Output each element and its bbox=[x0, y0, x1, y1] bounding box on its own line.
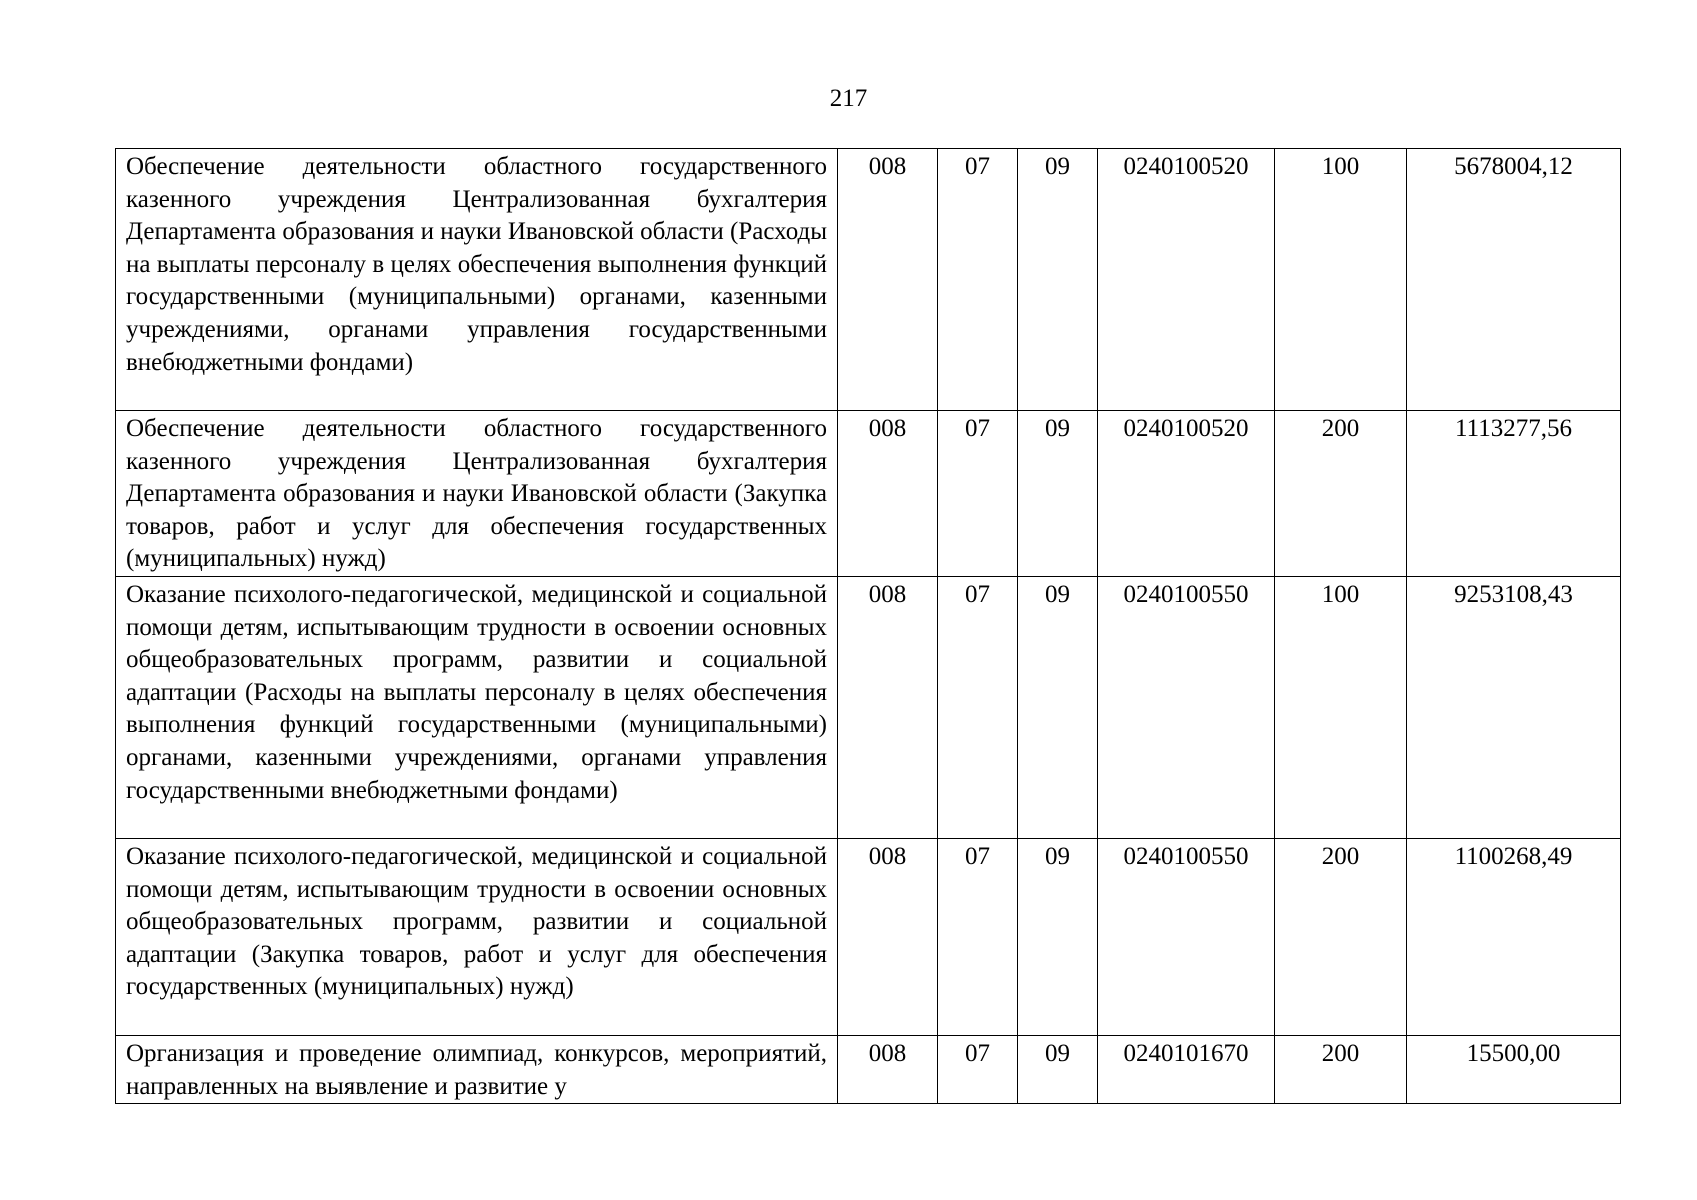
table-row bbox=[116, 1035, 1621, 1103]
table-row bbox=[116, 149, 1621, 411]
row-description: Обеспечение деятельности областного государственного казенного учреждения Централизованная бухгалтерия Департамента образования и науки Ивановской области (Расходы на выплаты персоналу в целях обеспечения выполнения функций государственными (муниципальными) органами, казенными учреждениями, органами управления государственными внебюджетными фондами) bbox=[116, 149, 838, 411]
target-article-code: 0240100520 bbox=[1098, 149, 1275, 411]
target-article-code: 0240100550 bbox=[1098, 838, 1275, 1035]
subsection-code: 09 bbox=[1018, 411, 1098, 577]
target-article-code: 0240100520 bbox=[1098, 411, 1275, 577]
table-row bbox=[116, 576, 1621, 838]
expense-type-code: 200 bbox=[1275, 838, 1407, 1035]
row-description: Оказание психолого-педагогической, медицинской и социальной помощи детям, испытывающим трудности в освоении основных общеобразовательных программ, развитии и социальной адаптации (Расходы на выплаты персоналу в целях обеспечения выполнения функций государственными (муниципальными) органами, казенными учреждениями, органами управления государственными внебюджетными фондами) bbox=[116, 576, 838, 838]
amount-value: 5678004,12 bbox=[1407, 149, 1621, 411]
ministry-code: 008 bbox=[838, 149, 938, 411]
target-article-code: 0240101670 bbox=[1098, 1035, 1275, 1103]
subsection-code: 09 bbox=[1018, 838, 1098, 1035]
subsection-code: 09 bbox=[1018, 149, 1098, 411]
table-row bbox=[116, 838, 1621, 1035]
ministry-code: 008 bbox=[838, 411, 938, 577]
ministry-code: 008 bbox=[838, 838, 938, 1035]
row-description: Оказание психолого-педагогической, медицинской и социальной помощи детям, испытывающим трудности в освоении основных общеобразовательных программ, развитии и социальной адаптации (Закупка товаров, работ и услуг для обеспечения государственных (муниципальных) нужд) bbox=[116, 838, 838, 1035]
expense-type-code: 100 bbox=[1275, 149, 1407, 411]
budget-table bbox=[115, 148, 1621, 1104]
ministry-code: 008 bbox=[838, 1035, 938, 1103]
expense-type-code: 200 bbox=[1275, 1035, 1407, 1103]
section-code: 07 bbox=[938, 149, 1018, 411]
row-description: Организация и проведение олимпиад, конкурсов, мероприятий, направленных на выявление и развитие у bbox=[116, 1035, 838, 1103]
amount-value: 1100268,49 bbox=[1407, 838, 1621, 1035]
amount-value: 15500,00 bbox=[1407, 1035, 1621, 1103]
ministry-code: 008 bbox=[838, 576, 938, 838]
subsection-code: 09 bbox=[1018, 576, 1098, 838]
section-code: 07 bbox=[938, 411, 1018, 577]
expense-type-code: 200 bbox=[1275, 411, 1407, 577]
section-code: 07 bbox=[938, 576, 1018, 838]
target-article-code: 0240100550 bbox=[1098, 576, 1275, 838]
section-code: 07 bbox=[938, 838, 1018, 1035]
page-number: 217 bbox=[829, 85, 868, 112]
subsection-code: 09 bbox=[1018, 1035, 1098, 1103]
expense-type-code: 100 bbox=[1275, 576, 1407, 838]
row-description: Обеспечение деятельности областного государственного казенного учреждения Централизованная бухгалтерия Департамента образования и науки Ивановской области (Закупка товаров, работ и услуг для обеспечения государственных (муниципальных) нужд) bbox=[116, 411, 838, 577]
table-row bbox=[116, 411, 1621, 577]
amount-value: 9253108,43 bbox=[1407, 576, 1621, 838]
section-code: 07 bbox=[938, 1035, 1018, 1103]
amount-value: 1113277,56 bbox=[1407, 411, 1621, 577]
